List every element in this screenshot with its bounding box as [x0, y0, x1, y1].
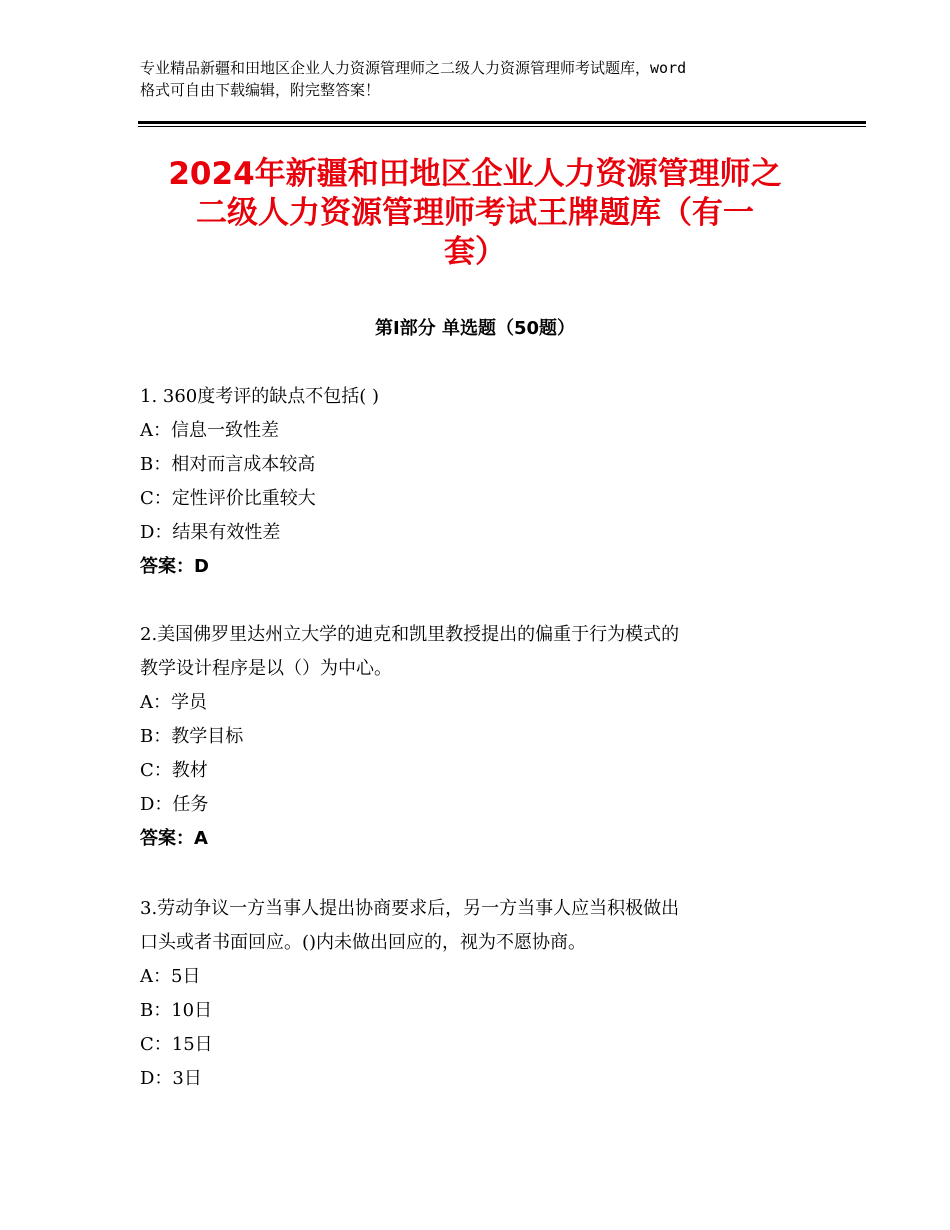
question-3 — [140, 892, 830, 1096]
document-title-line-2: 二级人力资源管理师考试王牌题库（有一 — [196, 195, 754, 231]
header-note-line-1: 专业精品新疆和田地区企业人力资源管理师之二级人力资源管理师考试题库，word — [140, 59, 687, 77]
document-title — [130, 155, 820, 272]
option-b: B：10日 — [140, 1000, 213, 1021]
question-stem: 2.美国佛罗里达州立大学的迪克和凯里教授提出的偏重于行为模式的 — [140, 624, 680, 645]
option-c: C：15日 — [140, 1034, 213, 1055]
document-title-line-3: 套） — [444, 234, 506, 270]
answer-label: 答案：D — [140, 556, 209, 577]
question-1 — [140, 380, 830, 584]
option-b: B：相对而言成本较高 — [140, 454, 316, 475]
header-note-line-2: 格式可自由下载编辑，附完整答案！ — [140, 81, 381, 99]
option-d: D：结果有效性差 — [140, 522, 281, 543]
header-note — [140, 57, 840, 101]
header-divider-thick — [138, 121, 866, 124]
question-stem: 3.劳动争议一方当事人提出协商要求后，另一方当事人应当积极做出 — [140, 898, 680, 919]
option-a: A：5日 — [140, 966, 201, 987]
option-d: D：3日 — [140, 1068, 202, 1089]
option-a: A：学员 — [140, 692, 207, 713]
option-c: C：定性评价比重较大 — [140, 488, 316, 509]
option-c: C：教材 — [140, 760, 208, 781]
section-title: 第Ⅰ部分 单选题（50题） — [374, 318, 575, 339]
answer-label: 答案：A — [140, 828, 208, 849]
option-a: A：信息一致性差 — [140, 420, 279, 441]
question-stem-continued: 口头或者书面回应。()内未做出回应的，视为不愿协商。 — [140, 932, 587, 953]
question-2 — [140, 618, 830, 856]
question-stem: 1. 360度考评的缺点不包括( ) — [140, 386, 380, 407]
option-d: D：任务 — [140, 794, 209, 815]
header-divider-thin — [138, 126, 866, 127]
option-b: B：教学目标 — [140, 726, 244, 747]
question-stem-continued: 教学设计程序是以（）为中心。 — [140, 658, 392, 679]
document-title-line-1: 2024年新疆和田地区企业人力资源管理师之 — [168, 156, 782, 192]
